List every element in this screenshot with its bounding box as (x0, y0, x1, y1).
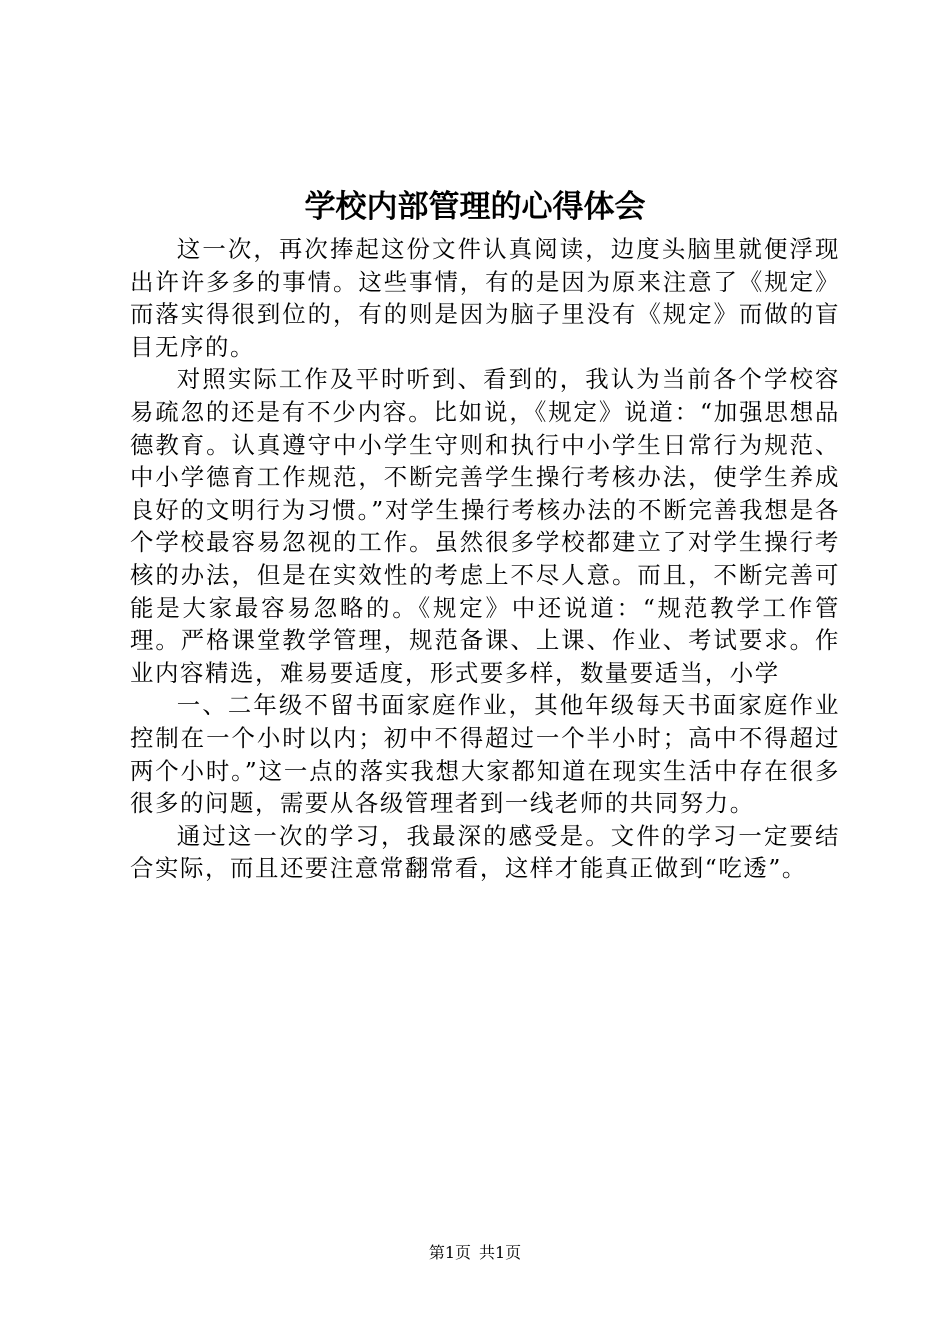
paragraph-2: 对照实际工作及平时听到、看到的，我认为当前各个学校容易疏忽的还是有不少内容。比如说，《规定》说道：“加强思想品德教育。认真遵守中小学生守则和执行中小学生日常行为规范、中小学德育工作规范，不断完善学生操行考核办法，使学生养成良好的文明行为习惯。”对学生操行考核办法的不断完善我想是各个学校最容易忽视的工作。虽然很多学校都建立了对学生操行考核的办法，但是在实效性的考虑上不尽人意。而且，不断完善可能是大家最容易忽略的。《规定》中还说道：“规范教学工作管理。严格课堂教学管理，规范备课、上课、作业、考试要求。作业内容精选，难易要适度，形式要多样，数量要适当，小学 (130, 365, 840, 687)
document-title: 学校内部管理的心得体会 (304, 189, 646, 225)
paragraph-3: 一、二年级不留书面家庭作业，其他年级每天书面家庭作业控制在一个小时以内；初中不得超过一个半小时；高中不得超过两个小时。”这一点的落实我想大家都知道在现实生活中存在很多很多的问题，需要从各级管理者到一线老师的共同努力。 (130, 691, 840, 818)
page-number-current: 第1页 (428, 1243, 471, 1262)
paragraph-1: 这一次，再次捧起这份文件认真阅读，边度头脑里就便浮现出许许多多的事情。这些事情，有的是因为原来注意了《规定》而落实得很到位的，有的则是因为脑子里没有《规定》而做的盲目无序的。 (130, 235, 840, 361)
paragraph-4: 通过这一次的学习，我最深的感受是。文件的学习一定要结合实际，而且还要注意常翻常看，这样才能真正做到“吃透”。 (130, 821, 840, 883)
page-number-total: 共1页 (479, 1243, 522, 1262)
document-body (130, 233, 840, 885)
page-footer (0, 1241, 950, 1265)
